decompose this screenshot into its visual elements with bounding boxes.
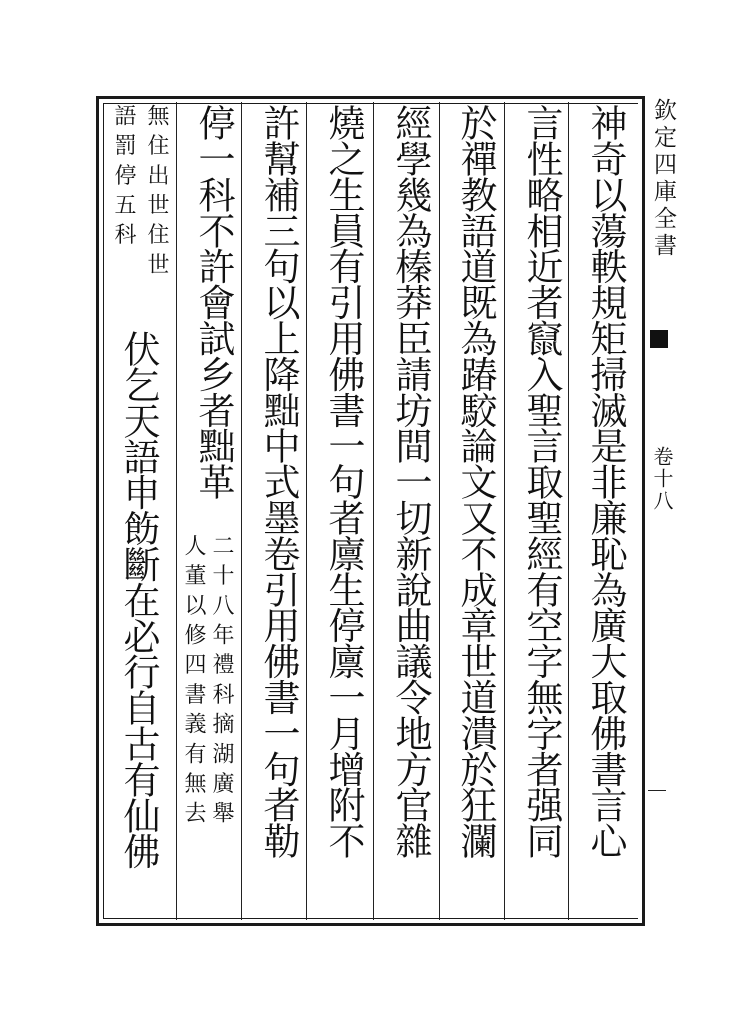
- text-column-8: 伏乞天語申飭斷在必行自古有仙佛: [117, 330, 160, 869]
- text-column-5: 燒之生員有引用佛書一句者廪生停廪一月增附不: [322, 104, 365, 858]
- book-title: 欽定四庫全書: [650, 98, 676, 260]
- column-rule: [241, 102, 242, 920]
- text-column-3: 於禪教語道既為踳駮論文又不成章世道潰於狂瀾: [454, 104, 497, 858]
- text-column-2: 言性略相近者竄入聖言取聖經有空字無字者强同: [520, 104, 563, 858]
- text-column-6: 許幫補三句以上降黜中式墨卷引用佛書一句者勒: [257, 104, 300, 858]
- margin-tick: [648, 790, 666, 791]
- column-rule: [568, 102, 569, 920]
- annotation-line-2: 人董以修四書義有無去: [181, 534, 206, 831]
- annotation-line-1: 二十八年禮科摘湖廣舉: [209, 534, 234, 831]
- column-rule: [306, 102, 307, 920]
- text-column-4: 經學幾為榛莽臣請坊間一切新說曲議令地方官雜: [389, 104, 432, 858]
- text-column-1: 神奇以蕩軼規矩掃滅是非廉恥為廣大取佛書言心: [584, 104, 627, 858]
- fishtail-mark: [650, 330, 668, 348]
- annotation-line-3: 無住出世住世: [144, 104, 169, 283]
- annotation-line-4: 語罰停五科: [111, 104, 136, 253]
- column-rule: [373, 102, 374, 920]
- column-rule: [504, 102, 505, 920]
- volume-label: 卷十八: [650, 446, 674, 512]
- column-rule: [176, 102, 177, 920]
- text-column-7: 停一科不許會試乡者黜革: [192, 104, 235, 499]
- column-rule: [439, 102, 440, 920]
